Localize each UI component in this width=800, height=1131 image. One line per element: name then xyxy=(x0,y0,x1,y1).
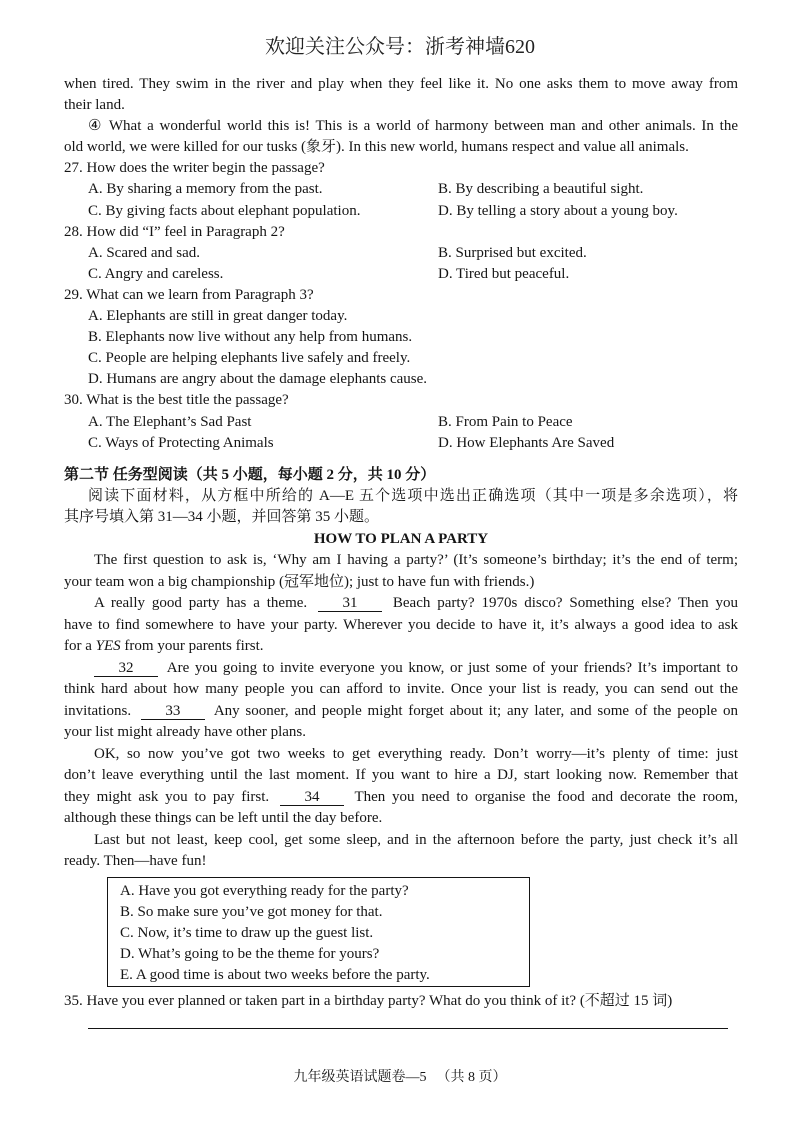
text-segment: Beach party? 1970s disco? Something else? Then you xyxy=(392,595,738,612)
paragraph-4-line: old world, we were killed for our tusks (象牙). In this new world, humans respect and value all animals. xyxy=(64,139,689,156)
page-content xyxy=(64,74,738,1029)
option-d: D. How Elephants Are Saved xyxy=(438,434,615,451)
question-options xyxy=(64,306,738,390)
text-segment: Any sooner, and people might forget about it; any later, and some of the people on xyxy=(213,702,738,719)
footer-page-label: 九年级英语试题卷—5 xyxy=(293,1070,427,1085)
option-a: A. Elephants are still in great danger today. xyxy=(88,308,348,325)
text-segment: Are you going to invite everyone you know, or just some of your friends? It’s important to xyxy=(166,659,738,676)
question-options xyxy=(64,412,738,454)
blank-32: 32 xyxy=(94,660,158,677)
party-paragraph-3-line: your list might already have other plans. xyxy=(64,724,307,741)
party-paragraph-4-line xyxy=(64,787,738,809)
option-b: B. By describing a beautiful sight. xyxy=(438,181,644,198)
option-c: C. Ways of Protecting Animals xyxy=(88,434,274,451)
party-paragraph-3-line xyxy=(64,658,738,680)
box-option-a: A. Have you got everything ready for the party? xyxy=(120,882,409,899)
option-c: C. By giving facts about elephant population. xyxy=(88,202,361,219)
box-option-c: C. Now, it’s time to draw up the guest list. xyxy=(120,924,374,941)
section-heading: 第二节 任务型阅读（共 5 小题，每小题 2 分，共 10 分） xyxy=(64,466,436,483)
option-b: B. From Pain to Peace xyxy=(438,413,573,430)
option-b: B. Elephants now live without any help from humans. xyxy=(88,329,413,346)
option-d: D. Tired but peaceful. xyxy=(438,265,570,282)
instruction-line: 阅读下面材料，从方框中所给的 A—E 五个选项中选出正确选项（其中一项是多余选项），将 xyxy=(88,487,738,504)
question-27 xyxy=(64,158,738,221)
box-option-d: D. What’s going to be the theme for yours? xyxy=(120,945,380,962)
section-2 xyxy=(64,464,738,1030)
blank-33: 33 xyxy=(141,703,205,720)
passage-line: when tired. They swim in the river and play when they feel like it. No one asks them to move away from xyxy=(64,76,738,92)
party-paragraph-5-line: ready. Then—have fun! xyxy=(64,853,207,870)
question-35: 35. Have you ever planned or taken part in a birthday party? What do you think of it? (不超过 15 词) xyxy=(64,993,673,1010)
blank-34: 34 xyxy=(280,789,344,806)
text-segment: A really good party has a theme. xyxy=(94,595,308,612)
text-segment: Then you need to organise the food and decorate the room, xyxy=(354,788,739,805)
paragraph-4-line: ④ What a wonderful world this is! This is a world of harmony between man and other animals. In the xyxy=(88,118,738,135)
question-30 xyxy=(64,390,738,453)
option-d: D. By telling a story about a young boy. xyxy=(438,202,678,219)
option-d: D. Humans are angry about the damage elephants cause. xyxy=(88,371,428,388)
party-paragraph-5-line: Last but not least, keep cool, get some sleep, and in the afternoon before the party, just check it’s all xyxy=(94,831,738,848)
question-28 xyxy=(64,222,738,285)
question-options xyxy=(64,179,738,221)
option-c: C. Angry and careless. xyxy=(88,265,224,282)
text-segment: invitations. xyxy=(64,702,132,719)
party-paragraph-3-line xyxy=(64,701,738,723)
party-paragraph-2-line: have to find somewhere to have your party. Wherever you decide to have it, it’s always a good idea to ask xyxy=(64,616,738,633)
options-box xyxy=(107,877,530,987)
box-option-e: E. A good time is about two weeks before the party. xyxy=(120,966,430,983)
blank-31: 31 xyxy=(318,595,382,612)
footer-page-count: （共 8 页） xyxy=(436,1070,507,1085)
party-paragraph-3-line: think hard about how many people you can afford to invite. Once your list is ready, you can send out the xyxy=(64,681,738,698)
question-29 xyxy=(64,285,738,390)
passage-continuation xyxy=(64,74,738,158)
question-stem: 30. What is the best title the passage? xyxy=(64,392,289,409)
text-segment: from your parents first. xyxy=(124,638,264,655)
option-c: C. People are helping elephants live safely and freely. xyxy=(88,350,411,367)
party-paragraph-4-line: OK, so now you’ve got two weeks to get everything ready. Don’t worry—it’s plenty of time: just xyxy=(94,745,738,762)
passage-line: their land. xyxy=(64,97,125,114)
question-stem: 29. What can we learn from Paragraph 3? xyxy=(64,286,314,303)
question-stem: 27. How does the writer begin the passage? xyxy=(64,160,325,177)
italic-yes: YES xyxy=(95,638,121,655)
page-footer xyxy=(0,1068,800,1088)
question-options xyxy=(64,243,738,285)
party-paragraph-2-line xyxy=(64,636,738,658)
party-paragraph-2-line xyxy=(64,593,738,615)
party-paragraph-1-line: your team won a big championship (冠军地位); just to have fun with friends.) xyxy=(64,573,535,590)
party-paragraph-1-line: The first question to ask is, ‘Why am I having a party?’ (It’s someone’s birthday; it’s the end of term; xyxy=(94,552,738,569)
option-a: A. By sharing a memory from the past. xyxy=(88,181,323,198)
option-a: A. Scared and sad. xyxy=(88,244,201,261)
text-segment: for a xyxy=(64,638,92,655)
box-option-b: B. So make sure you’ve got money for that. xyxy=(120,903,383,920)
party-paragraph-4-line: don’t leave everything until the last moment. If you want to hire a DJ, start looking now. Remember that xyxy=(64,767,738,784)
answer-line xyxy=(88,1028,728,1029)
instruction-line: 其序号填入第 31—34 小题，并回答第 35 小题。 xyxy=(64,509,380,526)
option-a: A. The Elephant’s Sad Past xyxy=(88,413,252,430)
header-banner: 欢迎关注公众号：浙考神墙620 xyxy=(265,36,535,58)
option-b: B. Surprised but excited. xyxy=(438,244,587,261)
passage-title: HOW TO PLAN A PARTY xyxy=(313,530,489,547)
question-stem: 28. How did “I” feel in Paragraph 2? xyxy=(64,223,285,240)
text-segment: they might ask you to pay first. xyxy=(64,788,270,805)
party-paragraph-4-line: although these things can be left until the day before. xyxy=(64,810,383,827)
